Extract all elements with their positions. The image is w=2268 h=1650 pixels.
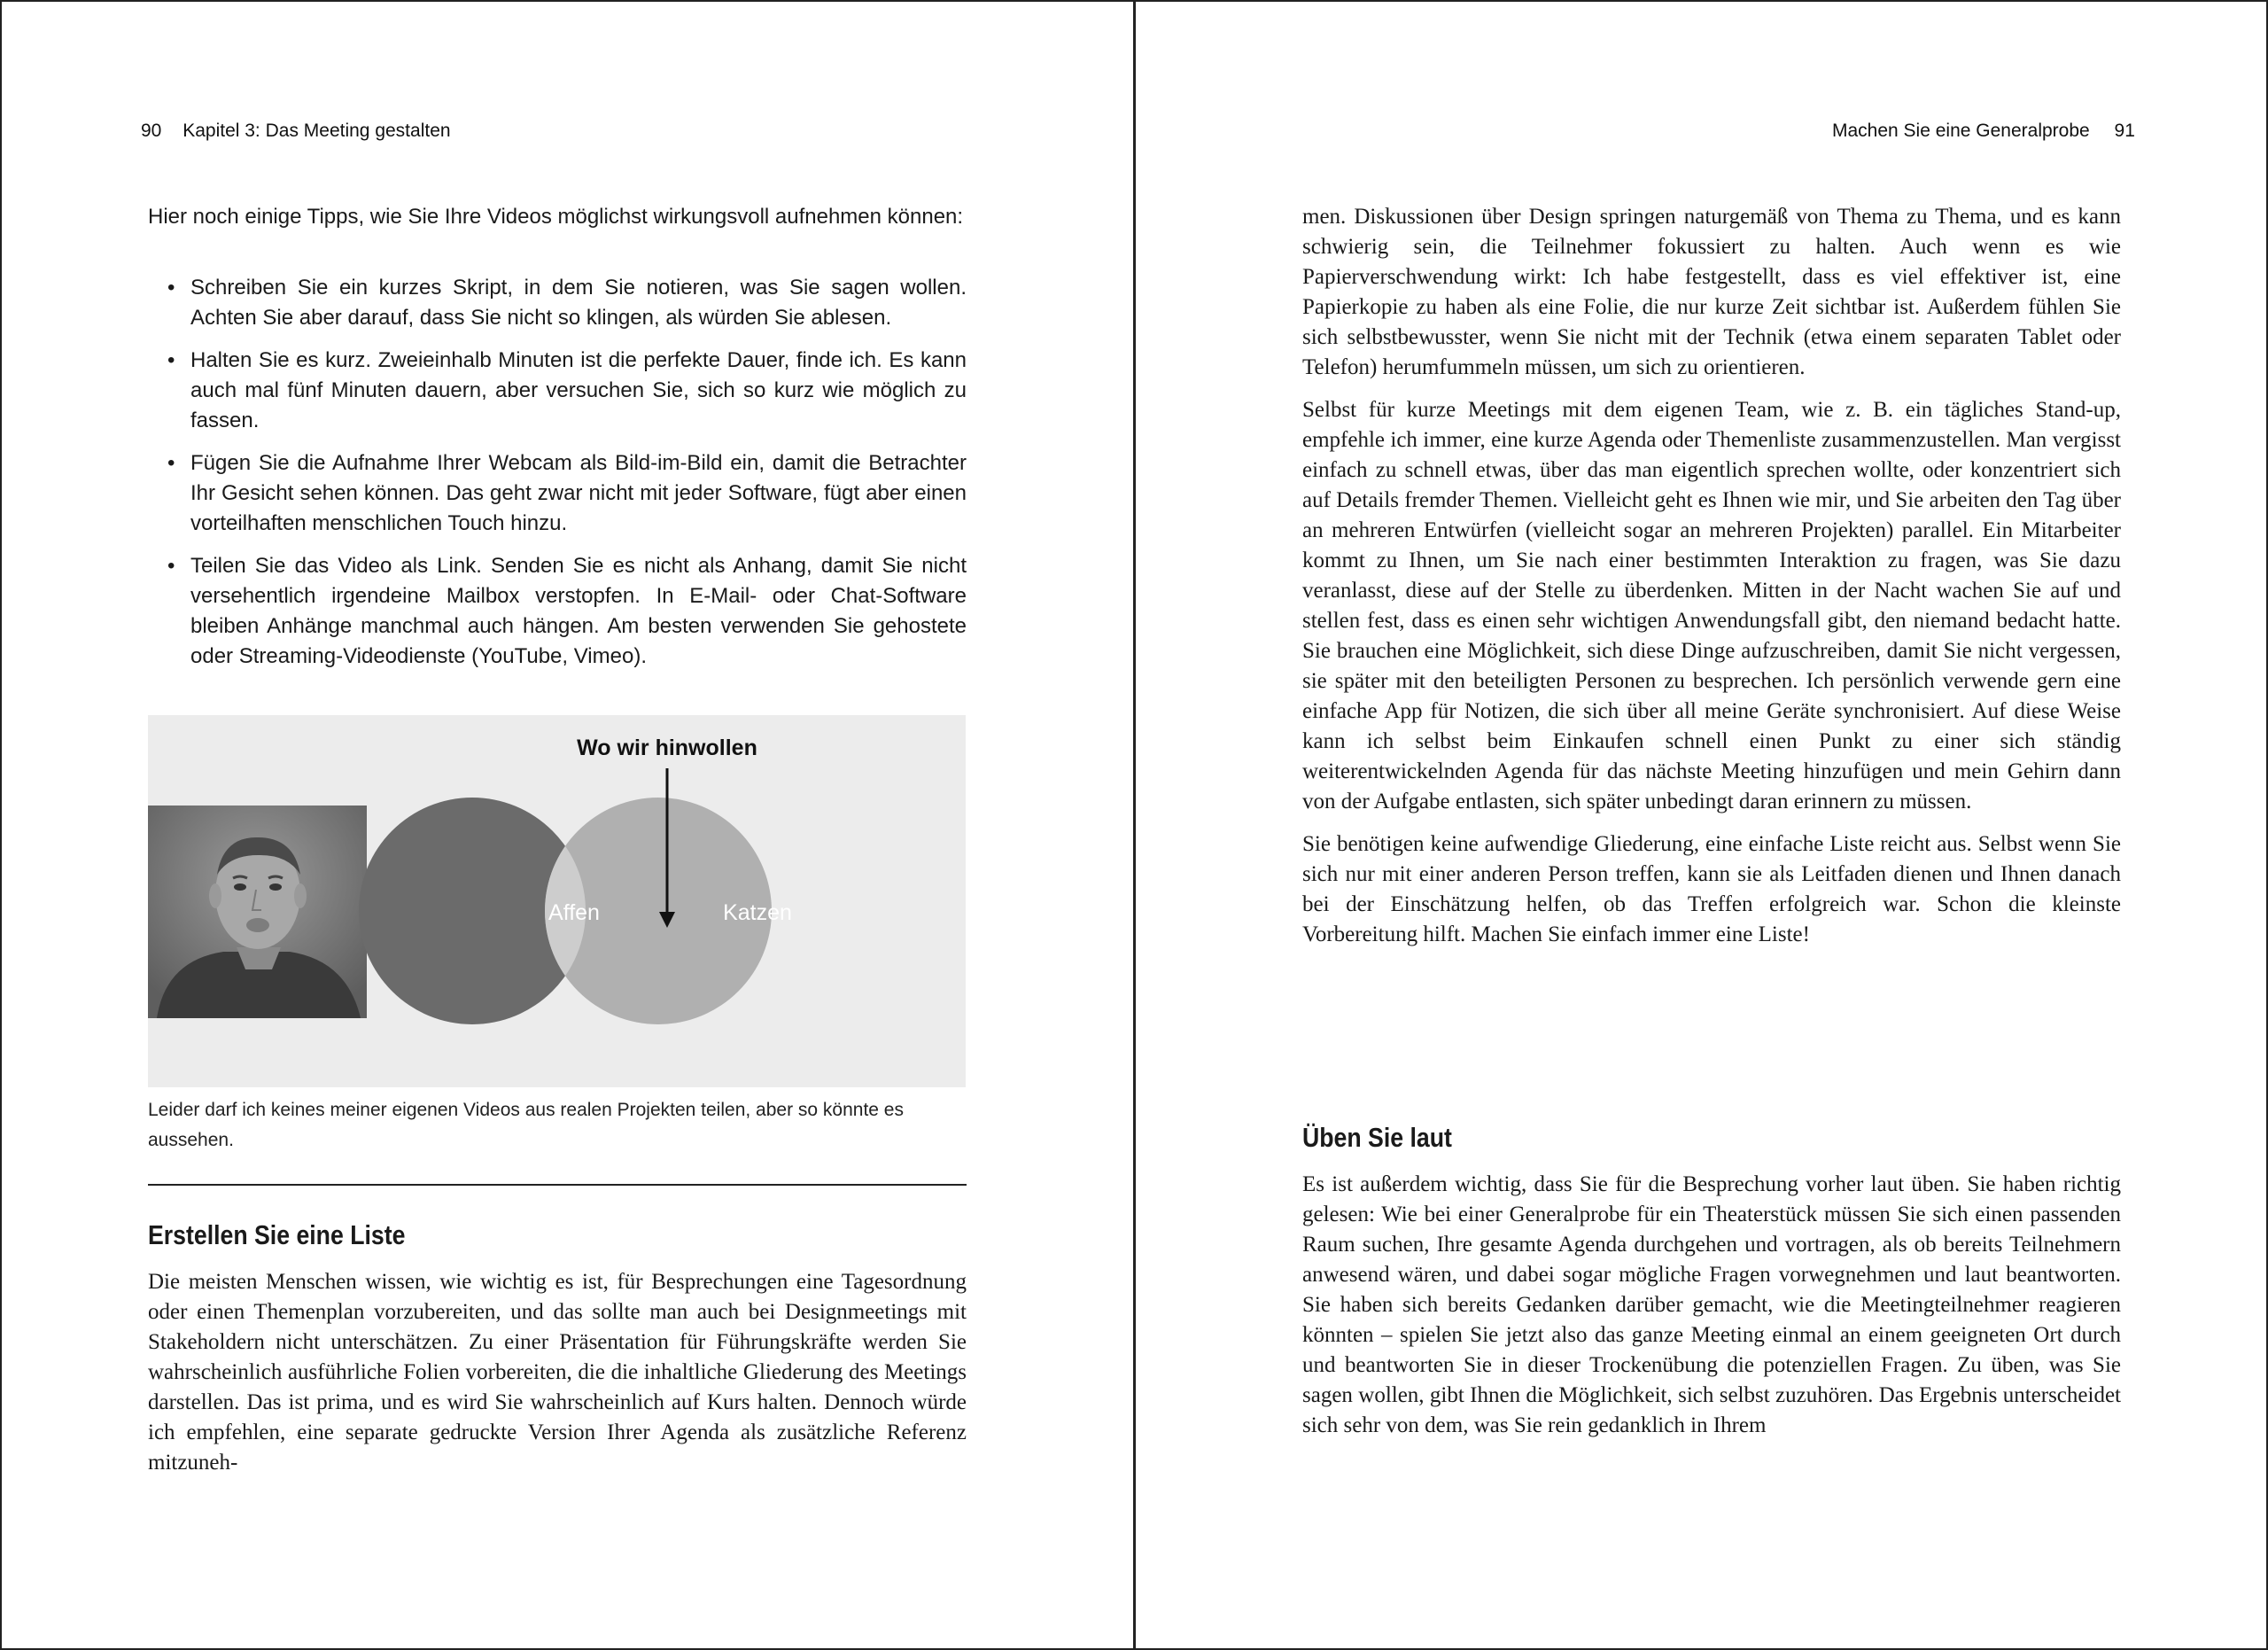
- right-page-header: [1832, 121, 2135, 142]
- right-page: [1136, 0, 2268, 1650]
- list-item-text: Fügen Sie die Aufnahme Ihrer Webcam als Bild-im-Bild ein, damit die Betrachter Ihr Gesicht sehen können. Das geht zwar nicht mit jeder Software, fügt aber einen vorteilhaften menschlichen Touch hinzu.: [190, 451, 967, 535]
- figure-caption: Leider darf ich keines meiner eigenen Videos aus realen Projekten teilen, aber so könnte es aussehen.: [148, 1100, 904, 1150]
- paragraph: Sie benötigen keine aufwendige Gliederung, eine einfache Liste reicht aus. Selbst wenn Sie sich nur mit einer anderen Person treffen, kann sie als Leitfaden dienen und Ihnen danach bei der Einschätzung helfen, ob das Treffen erfolgreich war. Schon die kleinste Vorbereitung hilft. Machen Sie einfach immer eine Liste!: [1302, 832, 2121, 946]
- video-example-figure: [148, 715, 966, 1087]
- bullet-icon: •: [167, 554, 175, 578]
- list-item-text: Halten Sie es kurz. Zweieinhalb Minuten ist die perfekte Dauer, finde ich. Es kann auch mal fünf Minuten dauern, aber versuchen Sie, sich so kurz wie möglich zu fassen.: [190, 348, 967, 432]
- venn-label-katzen: Katzen: [723, 900, 792, 925]
- chapter-title: Kapitel 3: Das Meeting gestalten: [183, 121, 451, 141]
- section-body-laut: Es ist außerdem wichtig, dass Sie für die Besprechung vorher laut üben. Sie haben richtig gelesen: Wie bei einer Generalprobe für ein Theaterstück müssen Sie sich einen passenden Raum suchen, Ihre gesamte Agenda durchgehen und vortragen, als ob bereits Teilnehmern anwesend wären, und dabei sogar mögliche Fragen vorwegnehmen und laut beantworten. Sie haben sich bereits Gedanken darüber gemacht, wie die Meetingteilnehmer reagieren könnten – spielen Sie jetzt also das ganze Meeting einmal an einem geeigneten Ort durch und beantworten Sie in dieser Trockenübung die potenziellen Fragen. Zu üben, was Sie sagen wollen, gibt Ihnen die Möglichkeit, sich selbst zuzuhören. Das Ergebnis unterscheidet sich sehr von dem, was Sie rein gedanklich in Ihrem: [1302, 1172, 2121, 1437]
- paragraph: Selbst für kurze Meetings mit dem eigenen Team, wie z. B. ein tägliches Stand-up, empfehle ich immer, eine kurze Agenda oder Themenliste zusammenzustellen. Man vergisst einfach zu schnell etwas, über das man eigentlich sprechen wollte, oder konzentriert sich auf Details fremder Themen. Vielleicht geht es Ihnen wie mir, und Sie arbeiten den Tag über an mehreren Entwürfen (vielleicht sogar an mehreren Projekten) parallel. Ein Mitarbeiter kommt zu Ihnen, um Sie nach einer bestimmten Interaktion zu fragen, was Sie dazu veranlasst, diese auf der Stelle zu überdenken. Mitten in der Nacht wachen Sie auf und stellen fest, dass es einen sehr wichtigen Anwendungsfall gibt, den niemand bedacht hatte. Sie brauchen eine Möglichkeit, sich diese Dinge aufzuschreiben, damit Sie nicht vergessen, sie später mit den beteiligten Personen zu besprechen. Ich persönlich verwende gern eine einfache App für Notizen, die sich über all meine Geräte synchronisiert. Auf diese Weise kann ich selbst beim Einkaufen schnell einen Punkt zu einer sich ständig weiterentwickelnden Agenda für das nächste Meeting hinzufügen und mein Gehirn dann von der Aufgabe entlasten, sich später unbedingt daran erinnern zu müssen.: [1302, 398, 2121, 813]
- tips-list: [148, 273, 967, 684]
- section-heading-laut: Üben Sie laut: [1302, 1122, 1452, 1153]
- venn-label-affen: Affen: [548, 900, 600, 925]
- section-divider: [148, 1184, 967, 1186]
- list-item-text: Teilen Sie das Video als Link. Senden Sie es nicht als Anhang, damit Sie nicht versehentlich irgendeine Mailbox verstopfen. In E-Mail- oder Chat-Software bleiben Anhänge manchmal auch hängen. Am besten verwenden Sie gehostete oder Streaming-Videodienste (YouTube, Vimeo).: [190, 554, 967, 668]
- page-number-left: 90: [141, 121, 162, 141]
- bullet-icon: •: [167, 451, 175, 475]
- list-item: [148, 551, 967, 672]
- venn-arrow-label: Wo wir hinwollen: [577, 735, 757, 760]
- bullet-icon: •: [167, 348, 175, 372]
- list-item: [148, 448, 967, 539]
- section-body-liste: Die meisten Menschen wissen, wie wichtig es ist, für Besprechungen eine Tagesordnung oder einen Themenplan vorzubereiten, und das sollte man auch bei Designmeetings mit Stakeholdern nicht unterschätzen. Zu einer Präsentation für Führungskräfte werden Sie wahrscheinlich ausführliche Folien vorbereiten, die die inhaltliche Gliederung des Meetings darstellen. Das ist prima, und es wird Sie wahrscheinlich auf Kurs halten. Dennoch würde ich empfehlen, eine separate gedruckte Version Ihrer Agenda als zusätzliche Referenz mitzuneh-: [148, 1270, 967, 1475]
- intro-text: Hier noch einige Tipps, wie Sie Ihre Videos möglichst wirkungsvoll aufnehmen können:: [148, 205, 964, 229]
- list-item: [148, 346, 967, 436]
- list-item: [148, 273, 967, 333]
- left-page-header: [141, 121, 451, 142]
- section-heading-liste: Erstellen Sie eine Liste: [148, 1219, 406, 1250]
- page-number-right: 91: [2114, 121, 2135, 141]
- running-title: Machen Sie eine Generalprobe: [1832, 121, 2090, 141]
- list-item-text: Schreiben Sie ein kurzes Skript, in dem Sie notieren, was Sie sagen wollen. Achten Sie aber darauf, dass Sie nicht so klingen, als würden Sie ablesen.: [190, 276, 967, 330]
- left-page: [0, 0, 1133, 1650]
- venn-diagram: [148, 715, 966, 1087]
- bullet-icon: •: [167, 276, 175, 300]
- paragraph: men. Diskussionen über Design springen naturgemäß von Thema zu Thema, und es kann schwierig sein, die Teilnehmer fokussiert zu halten. Auch wenn es wie Papierverschwendung wirkt: Ich habe festgestellt, dass es viel effektiver ist, eine Papierkopie zu haben als eine Folie, die nur kurze Zeit sichtbar ist. Außerdem fühlen Sie sich selbstbewusster, wenn Sie nicht mit der Technik (etwa einem separaten Tablet oder Telefon) herumfummeln müssen, um sich zu orientieren.: [1302, 205, 2121, 379]
- right-body-text: [1302, 202, 2121, 962]
